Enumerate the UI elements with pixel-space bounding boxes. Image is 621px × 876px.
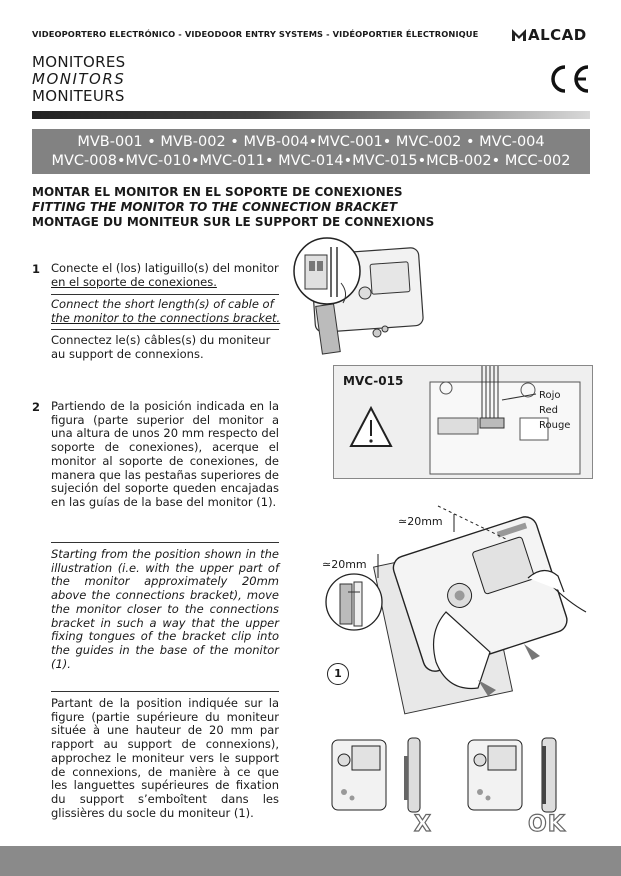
step-2-text-fr: Partant de la position indiquée sur la figure (partie supérieure du moniteur située à une hauteur de 20 mm par rapport au support de connexions), approchez le moniteur vers le support de connexions, de manière à ce que les languettes supérieures de fixation du support s’emboîtent dans les glissières du socle du moniteur (1). — [51, 696, 279, 820]
step-1-number: 1 — [32, 262, 41, 276]
header-tagline: VIDEOPORTERO ELECTRÓNICO - VIDEODOOR ENTRY SYSTEMS - VIDÉOPORTIER ÉLECTRONIQUE — [32, 29, 479, 39]
dimension-top — [398, 515, 443, 528]
step-1-es-line1: Conecte el (los) latiguillo(s) del monitor — [51, 261, 279, 275]
model-list-band — [32, 129, 590, 174]
step-1-es-line2: en el soporte de conexiones. — [51, 274, 217, 289]
step-1-text-en — [51, 298, 291, 325]
dimension-left-label: 20mm — [331, 558, 367, 571]
step-2-text-es: Partiendo de la posición indicada en la figura (parte superior del monitor a una altura de unos 20 mm respecto del soporte de conexiones), acerque el monitor al soporte de conexiones, de manera que las pestañas superiores de sujeción del soporte queden encajadas en las guías de la base del monitor (1). — [51, 399, 279, 509]
step-2-text-en: Starting from the position shown in the illustration (i.e. with the upper part of the monitor approximately 20mm above the connections bracket), move the monitor closer to the connections bracket in such a way that the upper fixing tongues of the bracket clip into the guides in the base of the monitor (1). — [51, 547, 279, 671]
title-fr: MONITEURS — [32, 87, 125, 105]
section-heading-en: FITTING THE MONITOR TO THE CONNECTION BRACKET — [32, 200, 398, 214]
step-2-number: 2 — [32, 400, 41, 414]
step-1-en-line1: Connect the short length(s) of cable of — [51, 297, 274, 311]
wire-color-fr: Rouge — [539, 420, 571, 431]
header-gradient-bar — [32, 111, 590, 119]
product-titles — [32, 54, 125, 105]
divider — [51, 691, 279, 692]
brand-logo — [512, 26, 587, 44]
title-es: MONITORES — [32, 53, 126, 71]
step-1-en-line2: the monitor to the connections bracket. — [51, 310, 281, 325]
dimension-left — [322, 558, 367, 571]
callout-1: 1 — [327, 663, 349, 685]
alcad-logo-icon — [512, 29, 526, 41]
approx-symbol-top: ≃ — [398, 515, 408, 528]
wrong-label: X — [414, 812, 432, 837]
step-1-text-es — [51, 262, 286, 289]
step-2-mounting-illustration — [318, 492, 590, 722]
section-headings — [32, 185, 435, 230]
wire-color-en: Red — [539, 405, 558, 416]
model-list-line1: MVB-001 • MVB-002 • MVB-004•MVC-001• MVC-002 • MVC-004 — [77, 134, 545, 150]
step-1-fr-line1: Connectez le(s) câbles(s) du moniteur — [51, 333, 271, 347]
warning-triangle-icon — [349, 406, 393, 448]
divider — [51, 294, 279, 295]
divider — [51, 329, 279, 330]
step-1-text-fr — [51, 334, 286, 361]
wire-color-labels — [539, 388, 570, 433]
ok-position-illustration — [466, 736, 570, 816]
brand-name: ALCAD — [528, 26, 587, 44]
mvc-015-title: MVC-015 — [343, 374, 404, 388]
section-heading-es: MONTAR EL MONITOR EN EL SOPORTE DE CONEXIONES — [32, 185, 403, 199]
step-1-fr-line2: au support de connexions. — [51, 346, 204, 361]
wrong-position-illustration — [330, 736, 434, 816]
dimension-top-label: 20mm — [407, 515, 443, 528]
ce-mark-icon — [546, 64, 590, 94]
footer-band — [0, 846, 621, 876]
divider — [51, 542, 279, 543]
mvc-015-detail-box — [333, 365, 593, 479]
section-heading-fr: MONTAGE DU MONITEUR SUR LE SUPPORT DE CONNEXIONS — [32, 215, 435, 229]
title-en: MONITORS — [32, 70, 126, 88]
step-1-illustration — [291, 233, 431, 358]
approx-symbol-left: ≃ — [322, 558, 332, 571]
ok-label: OK — [528, 812, 566, 837]
wire-color-es: Rojo — [539, 390, 561, 401]
model-list-line2: MVC-008•MVC-010•MVC-011• MVC-014•MVC-015•MCB-002• MCC-002 — [51, 153, 571, 169]
